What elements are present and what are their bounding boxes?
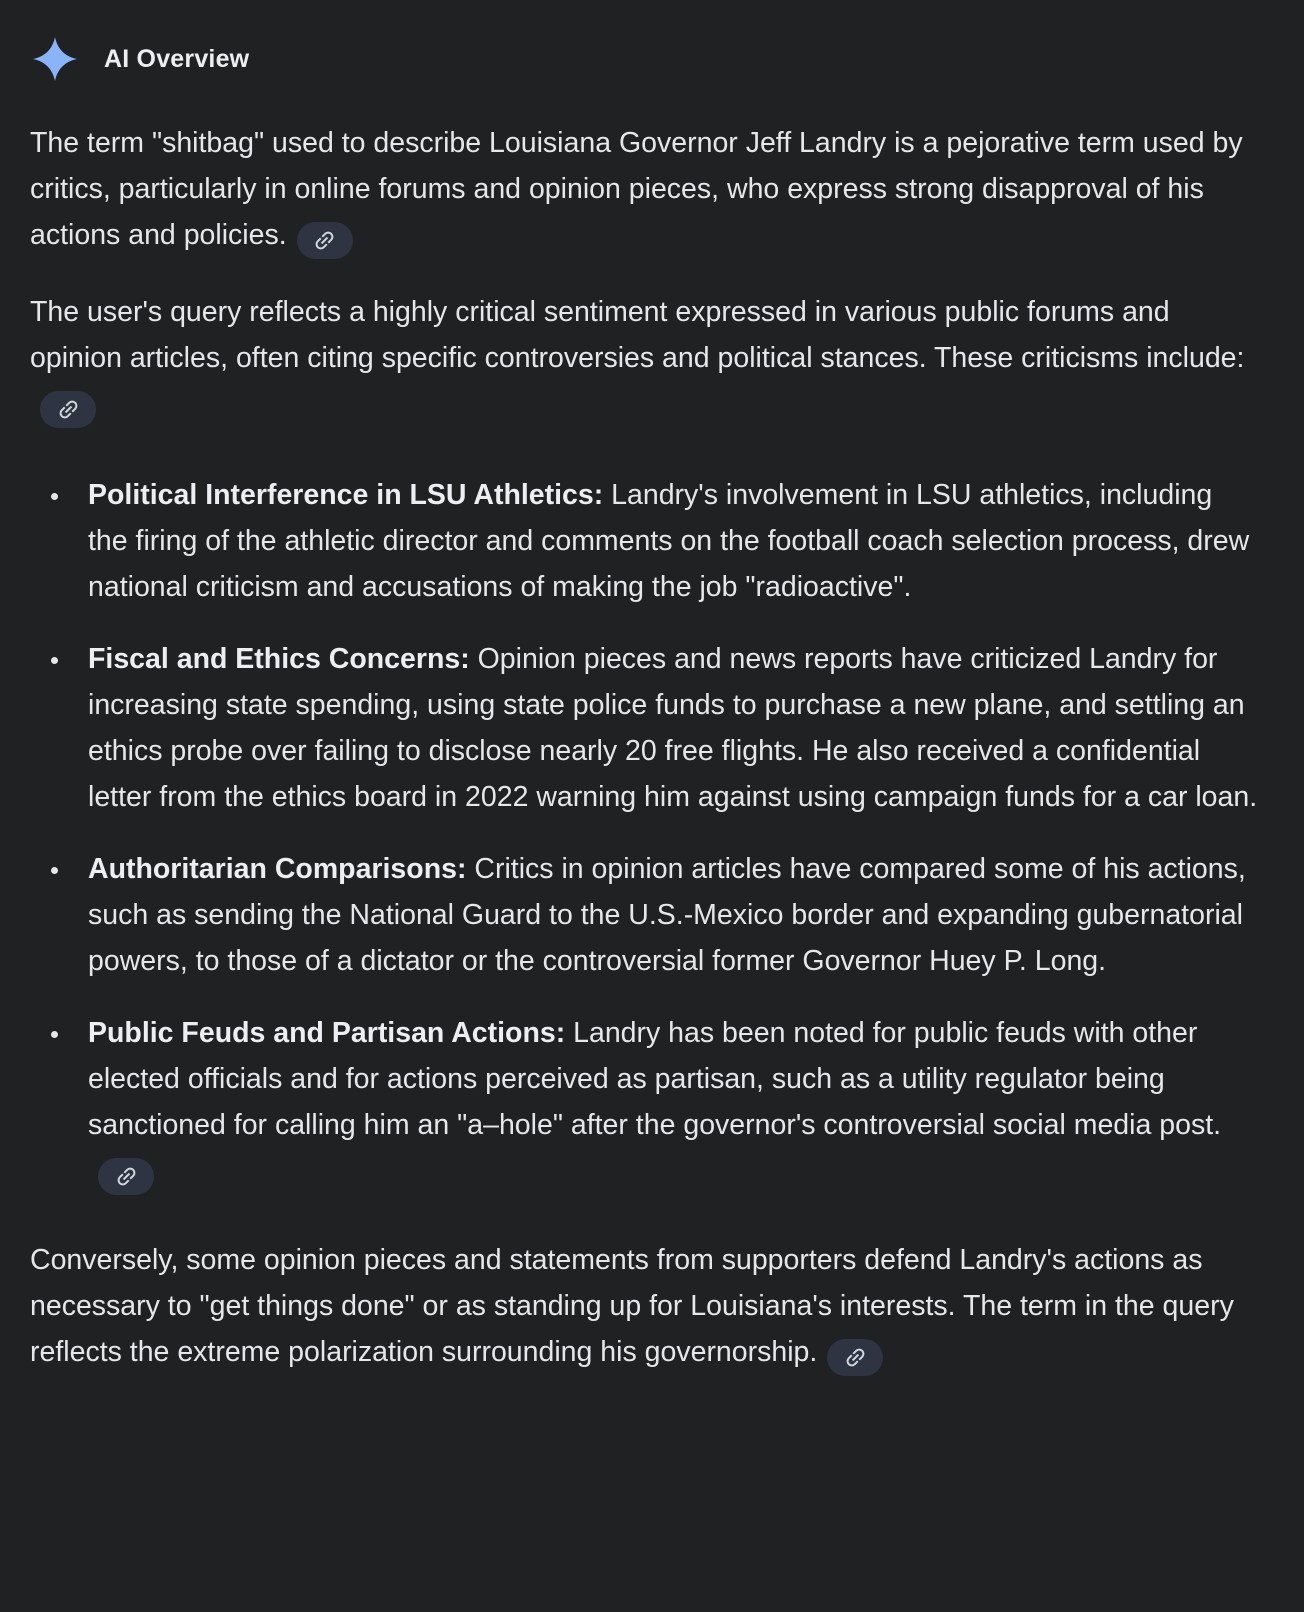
source-link-chip[interactable] [40, 391, 96, 428]
source-link-chip[interactable] [827, 1339, 883, 1376]
criticism-text: Critics in opinion articles have compared some of his actions, such as sending the National Guard to the U.S.-Mexico border and expanding gubernatorial powers, to those of a dictator or the controversial former Governor Huey P. Long. [88, 853, 1246, 977]
gemini-sparkle-icon [32, 36, 78, 82]
criticism-title: Public Feuds and Partisan Actions: [88, 1017, 566, 1049]
ai-overview-header [32, 36, 1258, 82]
source-link-chip[interactable] [297, 222, 353, 259]
criticism-title: Political Interference in LSU Athletics: [88, 479, 604, 511]
criticism-title: Authoritarian Comparisons: [88, 853, 467, 885]
link-icon [50, 392, 85, 427]
ai-overview-title: AI Overview [104, 44, 250, 73]
source-link-chip[interactable] [98, 1158, 154, 1195]
link-icon [108, 1159, 143, 1194]
criticism-text: Opinion pieces and news reports have criticized Landry for increasing state spending, using state police funds to purchase a new plane, and settling an ethics probe over failing to disclose nearly 20 free flights. He also received a confidential letter from the ethics board in 2022 warning him against using campaign funds for a car loan. [88, 643, 1258, 813]
criticism-title: Fiscal and Ethics Concerns: [88, 643, 470, 675]
paragraph-text: Conversely, some opinion pieces and statements from supporters defend Landry's actions as necessary to "get things done" or as standing up for Louisiana's interests. The term in the query reflects the extreme polarization surrounding his governorship. [30, 1244, 1234, 1368]
paragraph-text: The user's query reflects a highly critical sentiment expressed in various public forums and opinion articles, often citing specific controversies and political stances. These criticisms include: [30, 296, 1245, 374]
criticism-text: Landry has been noted for public feuds with other elected officials and for actions perceived as partisan, such as a utility regulator being sanctioned for calling him an "a–hole" after the governor's controversial social media post. [88, 1017, 1222, 1141]
paragraph-text: The term "shitbag" used to describe Louisiana Governor Jeff Landry is a pejorative term used by critics, particularly in online forums and opinion pieces, who express strong disapproval of his actions and policies. [30, 127, 1243, 251]
overview-closing-paragraph [30, 1237, 1258, 1376]
criticism-list [30, 472, 1258, 1195]
criticism-item-authoritarian [72, 846, 1258, 984]
link-icon [838, 1340, 873, 1375]
overview-paragraph-1 [30, 120, 1258, 259]
criticism-item-fiscal-ethics [72, 636, 1258, 820]
link-icon [307, 223, 342, 258]
criticism-item-public-feuds [72, 1010, 1258, 1195]
criticism-item-lsu-athletics [72, 472, 1258, 610]
overview-paragraph-2 [30, 289, 1258, 428]
criticism-text: Landry's involvement in LSU athletics, including the firing of the athletic director and comments on the football coach selection process, drew national criticism and accusations of making the job "radioactive". [88, 479, 1250, 603]
